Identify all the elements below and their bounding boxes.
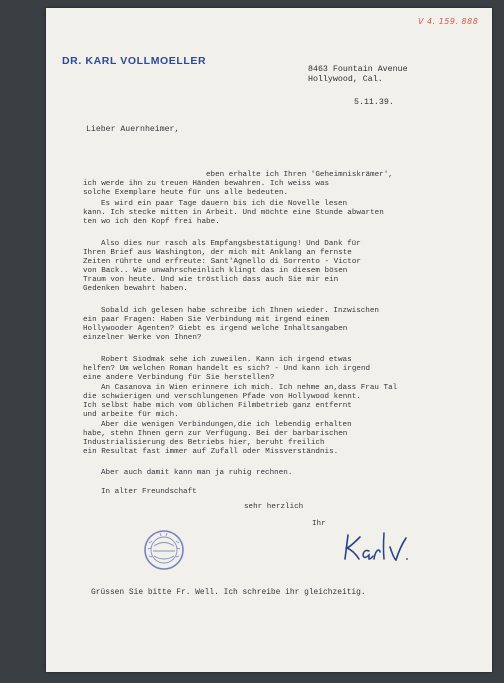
archive-stamp	[143, 529, 185, 571]
body-line: solche Exemplare heute für uns alle bedeuten.	[83, 189, 289, 197]
salutation: Lieber Auernheimer,	[86, 125, 180, 134]
body-line: Sobald ich gelesen habe schreibe ich Ihnen wieder. Inzwischen	[101, 307, 379, 315]
body-line: Ich selbst habe mich vom üblichen Filmbetrieb ganz entfernt	[83, 402, 352, 410]
body-line: habe, stehn Ihnen gern zur Verfügung. Bei der barbarischen	[83, 430, 348, 438]
body-line: helfen? Um welchen Roman handelt es sich? - Und kann ich irgend	[83, 365, 371, 373]
body-line: eben erhalte ich Ihren 'Geheimniskrämer',	[206, 171, 393, 179]
signature	[340, 529, 410, 563]
body-line: ten wo ich den Kopf frei habe.	[83, 218, 220, 226]
body-line: ich werde ihn zu treuen Händen bewahren. Ich weiss was	[83, 180, 330, 188]
body-line: Es wird ein paar Tage dauern bis ich die Novelle lesen	[101, 200, 348, 208]
closing: sehr herzlich	[244, 503, 304, 511]
body-line: An Casanova in Wien erinnere ich mich. Ich nehme an,dass Frau Tal	[101, 384, 398, 392]
address-line-2: Hollywood, Cal.	[308, 75, 383, 84]
body-line: von Back.. Wie unwahrscheinlich klingt das in diesem bösen	[83, 267, 348, 275]
closing: Ihr	[312, 520, 326, 528]
archive-number: V 4. 159. 888	[418, 17, 479, 26]
body-line: kann. Ich stecke mitten in Arbeit. Und möchte eine Stunde abwarten	[83, 209, 384, 217]
body-line: Ihren Brief aus Washington, der mich mit Anklang an fernste	[83, 249, 352, 257]
body-line: Traum von heute. Und wie tröstlich dass auch Sie mir ein	[83, 276, 339, 284]
letter-sheet	[46, 8, 492, 672]
body-line: Zeiten rührte und erfreute: Sant'Agnello di Sorrento - Victor	[83, 258, 361, 266]
address-line-1: 8463 Fountain Avenue	[308, 65, 408, 74]
body-line: einzelner Werke von Ihnen?	[83, 334, 202, 342]
body-line: die schwierigen und verschlungenen Pfade von Hollywood kennt.	[83, 393, 361, 401]
body-line: eine andere Verbindung für Sie herstellen?	[83, 374, 275, 382]
body-line: Aber auch damit kann man ja ruhig rechnen.	[101, 469, 293, 477]
letterhead: DR. KARL VOLLMOELLER	[62, 55, 207, 67]
body-line: Hollywooder Agenten? Giebt es irgend welche Inhaltsangaben	[83, 325, 348, 333]
body-line: Also dies nur rasch als Empfangsbestätigung! Und Dank für	[101, 240, 361, 248]
body-line: Aber die wenigen Verbindungen,die ich lebendig erhalten	[101, 421, 352, 429]
body-line: ein paar Fragen: Haben Sie Verbindung mit irgend einem	[83, 316, 330, 324]
letter-date: 5.11.39.	[354, 98, 394, 107]
body-line: Gedenken bewahrt haben.	[83, 285, 188, 293]
body-line: und arbeite für mich.	[83, 411, 179, 419]
postscript: Grüssen Sie bitte Fr. Well. Ich schreibe ihr gleichzeitig.	[91, 588, 366, 597]
body-line: ein Resultat fast immer auf Zufall oder Missverständnis.	[83, 448, 339, 456]
body-line: Industrialisierung des Betriebs hier, beruht freilich	[83, 439, 325, 447]
body-line: Robert Siodmak sehe ich zuweilen. Kann ich irgend etwas	[101, 356, 352, 364]
closing: In alter Freundschaft	[101, 488, 197, 496]
